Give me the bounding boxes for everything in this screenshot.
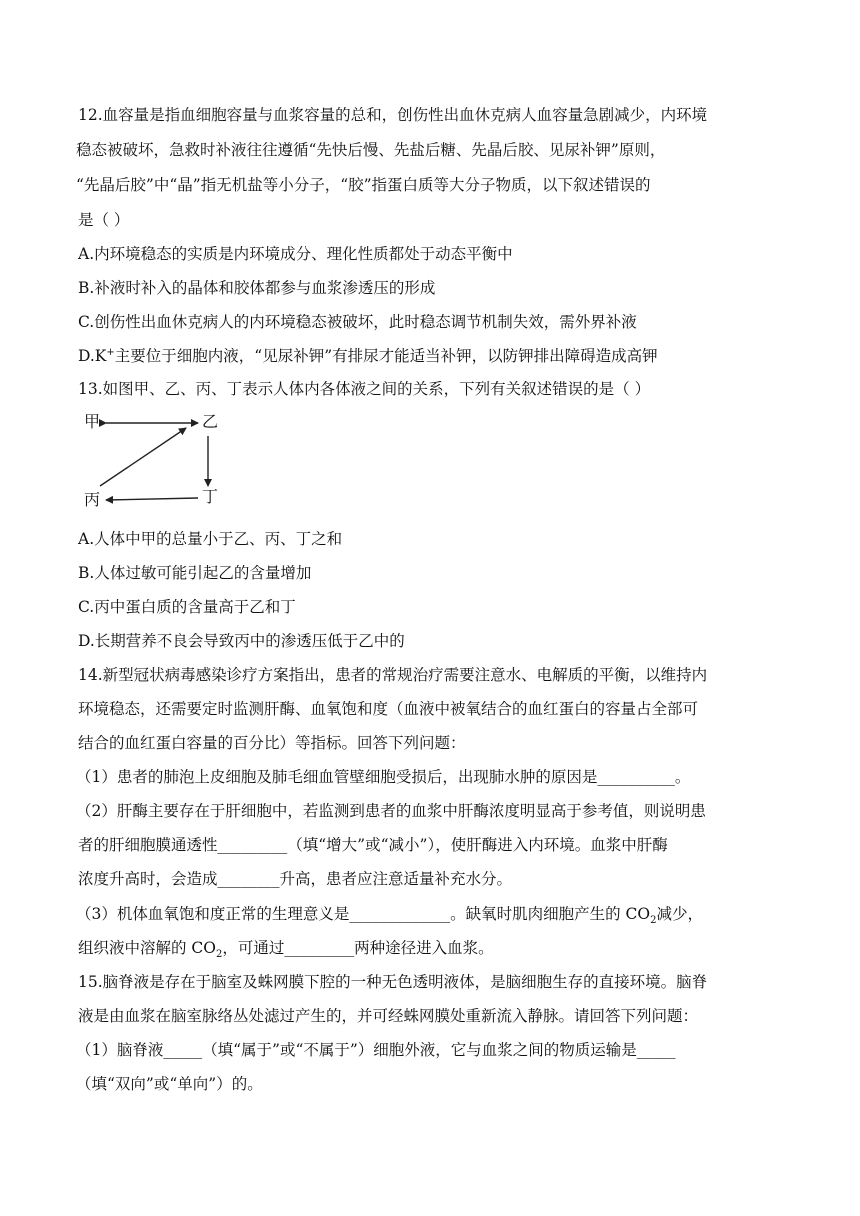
q15-stem-line-1: 15.脑脊液是存在于脑室及蛛网膜下腔的一种无色透明液体，是脑细胞生存的直接环境。脑脊 (78, 973, 708, 991)
q13-option-b: B.人体过敏可能引起乙的含量增加 (78, 564, 312, 582)
q14-stem-line-1: 14.新型冠状病毒感染诊疗方案指出，患者的常规治疗需要注意水、电解质的平衡，以维持内 (78, 666, 708, 684)
node-bing: 丙 (84, 490, 101, 509)
q15-part-1-line-2: （填“双向”或“单向”）的。 (76, 1075, 263, 1093)
q15-stem-line-2: 液是由血浆在脑室脉络丛处滤过产生的，并可经蛛网膜处重新流入静脉。请回答下列问题： (78, 1007, 699, 1025)
q12-stem-line-2: 稳态被破坏，急救时补液往往遵循“先快后慢、先盐后糖、先晶后胶、见尿补钾”原则， (76, 141, 666, 159)
q12-option-b: B.补液时补入的晶体和胶体都参与血浆渗透压的形成 (78, 279, 436, 297)
q14-part-2-line-1: （2）肝酶主要存在于肝细胞中，若监测到患者的血浆中肝酶浓度明显高于参考值，则说明患 (76, 802, 706, 820)
q14-part-2-line-2: 者的肝细胞膜通透性_________（填“增大”或“减小”），使肝酶进入内环境。血浆中肝酶 (78, 836, 668, 854)
q13-option-c: C.丙中蛋白质的含量高于乙和丁 (78, 598, 296, 616)
node-jia: 甲 (84, 412, 101, 431)
q14-stem-line-2: 环境稳态，还需要定时监测肝酶、血氧饱和度（血液中被氧结合的血红蛋白的容量占全部可 (78, 700, 699, 718)
arrow-bing-to-yi (100, 428, 186, 486)
q15-part-1-line-1: （1）脑脊液_____（填“属于”或“不属于”）细胞外液，它与血浆之间的物质运输是_____ (76, 1041, 676, 1059)
q14-part-2-line-3: 浓度升高时，会造成________升高，患者应注意适量补充水分。 (78, 870, 513, 888)
q12-option-d-prefix: D.K (78, 347, 107, 365)
arrow-ding-to-bing (106, 498, 198, 500)
node-ding: 丁 (202, 487, 219, 506)
q13-option-a: A.人体中甲的总量小于乙、丙、丁之和 (78, 530, 343, 548)
q12-option-a: A.内环境稳态的实质是内环境成分、理化性质都处于动态平衡中 (78, 245, 513, 263)
q14-part-3-line-2-rest: ，可通过_________两种途径进入血浆。 (222, 939, 494, 957)
q14-stem-line-3: 结合的血红蛋白容量的百分比）等指标。回答下列问题： (78, 734, 466, 752)
q14-part-3-line-1 (76, 904, 703, 927)
q14-part-3-line-2 (78, 938, 494, 961)
q14-part-1: （1）患者的肺泡上皮细胞及肺毛细血管壁细胞受损后，出现肺水肿的原因是__________。 (76, 768, 691, 786)
q12-option-d-sup: + (106, 346, 115, 358)
q14-part-3-line-1-prefix: （3）机体血氧饱和度正常的生理意义是_____________。缺氧时肌肉细胞产生的 CO (76, 905, 651, 923)
q14-part-3-line-2-sub: 2 (216, 949, 223, 961)
q12-option-d (78, 346, 658, 366)
q14-part-3-line-1-sub: 2 (650, 915, 657, 927)
q12-stem-line-3: “先晶后胶”中“晶”指无机盐等小分子，“胶”指蛋白质等大分子物质，以下叙述错误的 (76, 176, 651, 194)
q12-stem-line-1: 12.血容量是指血细胞容量与血浆容量的总和，创伤性出血休克病人血容量急剧减少，内环境 (78, 106, 708, 124)
node-yi: 乙 (202, 412, 219, 431)
q12-stem-line-4: 是（ ） (78, 211, 130, 229)
q12-option-d-rest: 主要位于细胞内液，“见尿补钾”有排尿才能适当补钾，以防钾排出障碍造成高钾 (114, 347, 658, 365)
body-fluid-diagram (78, 410, 238, 520)
q14-part-3-line-1-rest: 减少， (656, 905, 703, 923)
q13-stem: 13.如图甲、乙、丙、丁表示人体内各体液之间的关系，下列有关叙述错误的是（ ） (78, 380, 651, 398)
q14-part-3-line-2-prefix: 组织液中溶解的 CO (78, 939, 216, 957)
q13-option-d: D.长期营养不良会导致丙中的渗透压低于乙中的 (78, 632, 405, 650)
q12-option-c: C.创伤性出血休克病人的内环境稳态被破坏，此时稳态调节机制失效，需外界补液 (78, 313, 637, 331)
